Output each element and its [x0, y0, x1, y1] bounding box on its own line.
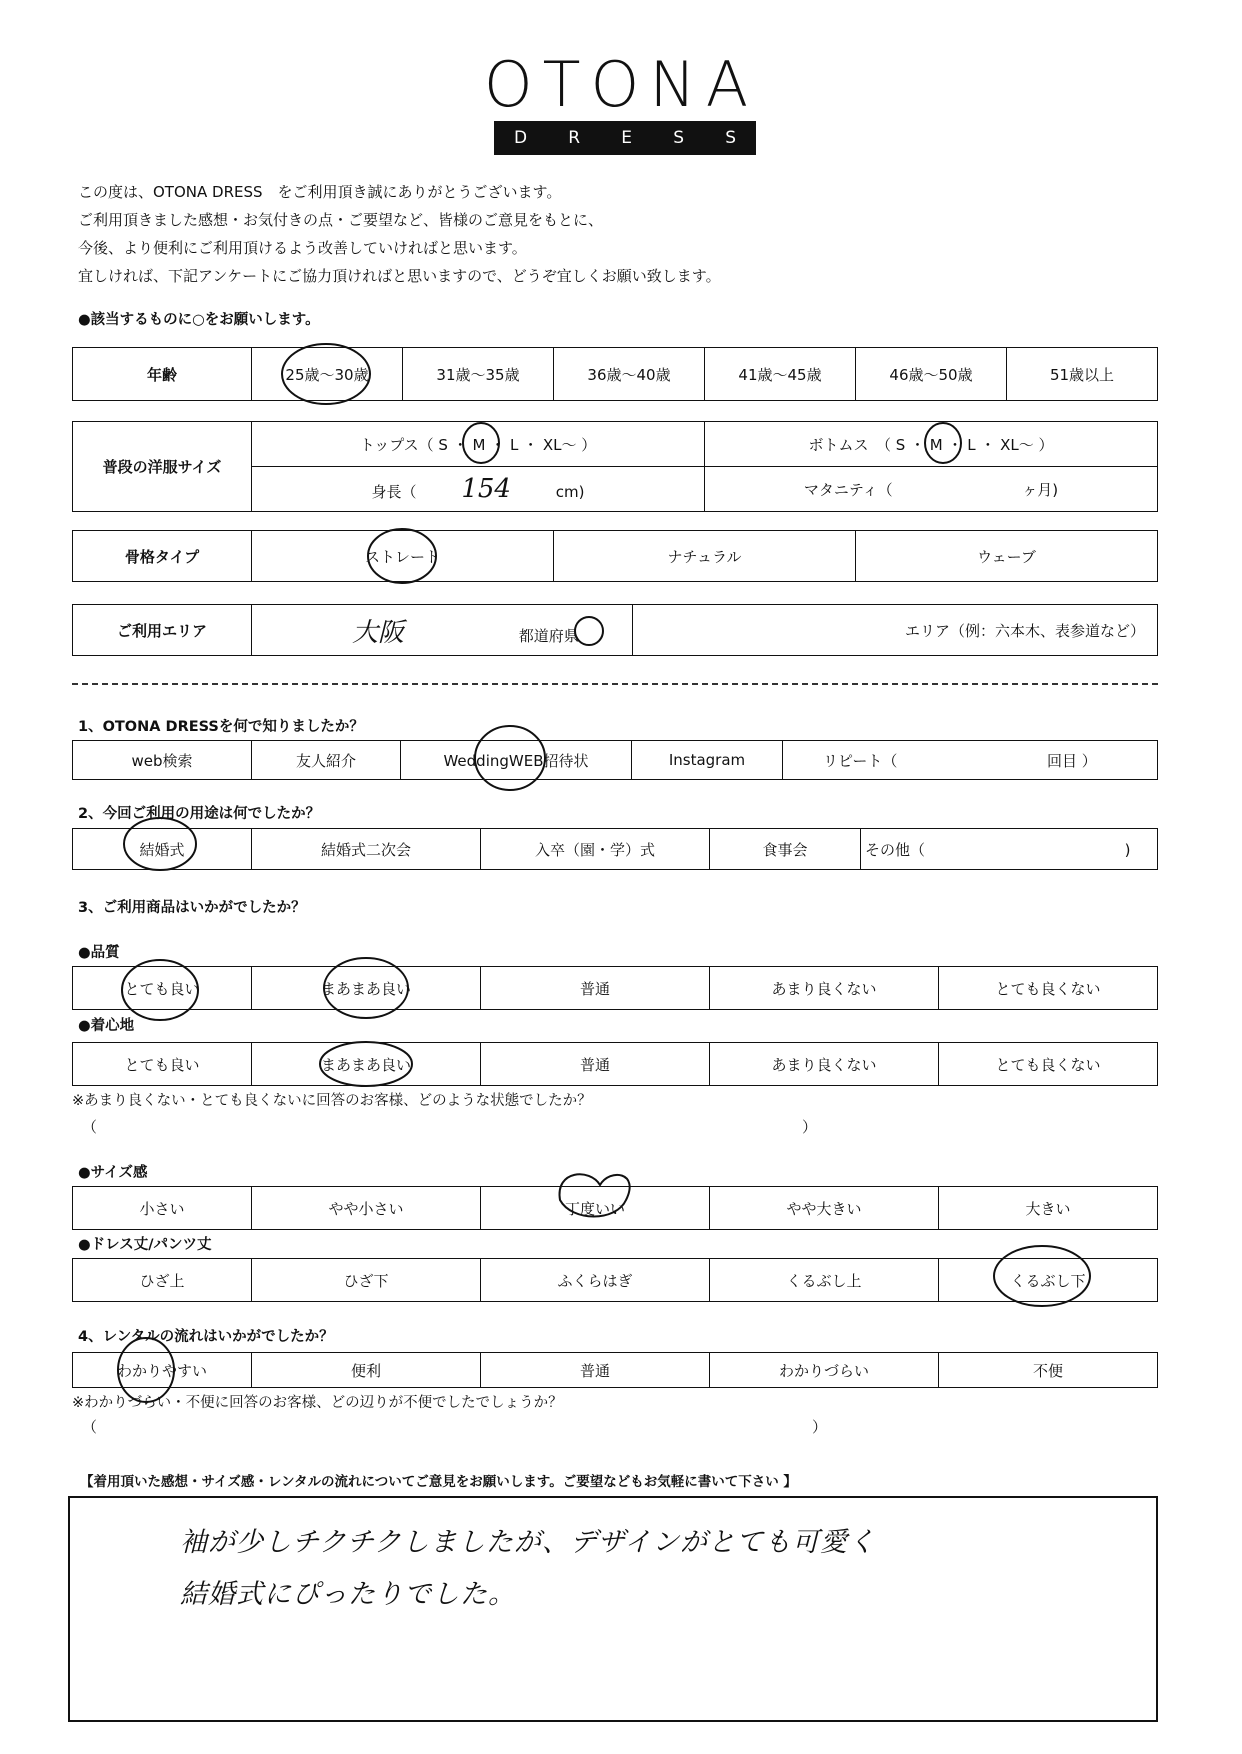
logo-letter: E [621, 128, 633, 148]
prefecture-field[interactable] [252, 605, 633, 656]
area-table [72, 604, 1158, 656]
age-option[interactable]: 51歳以上 [1007, 348, 1158, 401]
comfort-note: ※あまり良くない・とても良くないに回答のお客様、どのような状態でしたか？ [72, 1093, 592, 1109]
maternity-field[interactable] [705, 467, 1158, 512]
size-table [72, 421, 1158, 512]
q3-title: 3、ご利用商品はいかがでしたか？ [78, 900, 306, 916]
fit-option[interactable]: 大きい [939, 1187, 1158, 1230]
body-type-option[interactable]: ストレート [252, 531, 554, 582]
logo-letter: S [673, 128, 685, 148]
height-field[interactable] [252, 467, 705, 512]
q2-other-close: ) [1124, 840, 1131, 859]
q4-option[interactable]: わかりやすい [73, 1353, 252, 1388]
q4-option[interactable]: 普通 [481, 1353, 710, 1388]
quality-option[interactable]: とても良い [73, 967, 252, 1010]
q4-table [72, 1352, 1158, 1388]
height-value: 154 [461, 474, 511, 504]
fit-table [72, 1186, 1158, 1230]
quality-option[interactable]: 普通 [481, 967, 710, 1010]
comfort-option[interactable]: とても良くない [939, 1043, 1158, 1086]
comfort-paren-open: （ [82, 1118, 98, 1136]
q2-option[interactable]: 結婚式二次会 [252, 829, 481, 870]
q1-option[interactable]: 友人紹介 [252, 741, 401, 780]
body-type-label: 骨格タイプ [73, 531, 252, 582]
q4-title: 4、レンタルの流れはいかがでしたか？ [78, 1329, 334, 1345]
comfort-option[interactable]: とても良い [73, 1043, 252, 1086]
comfort-table [72, 1042, 1158, 1086]
instruction: ●該当するものに○をお願いします。 [78, 312, 320, 328]
q4-note: ※わかりづらい・不便に回答のお客様、どの辺りが不便でしたでしょうか？ [72, 1395, 563, 1411]
comment-line-1: 袖が少しチクチクしましたが、デザインがとても可愛く [180, 1527, 876, 1558]
age-option[interactable]: 41歳～45歳 [705, 348, 856, 401]
q1-title: 1、OTONA DRESSを何で知りましたか？ [78, 719, 364, 735]
q2-title: 2、今回ご利用の用途は何でしたか？ [78, 806, 321, 822]
age-option[interactable]: 31歳～35歳 [403, 348, 554, 401]
age-option[interactable]: 36歳～40歳 [554, 348, 705, 401]
q1-option[interactable]: web検索 [73, 741, 252, 780]
logo-letter: D [514, 128, 528, 148]
comment-line-2: 結婚式にぴったりでした。 [180, 1579, 516, 1610]
intro-line: この度は、OTONA DRESS をご利用頂き誠にありがとうございます。 [78, 183, 562, 201]
q1-repeat-label: リピート（ [823, 751, 898, 770]
area-hint[interactable]: エリア（例：六本木、表参道など） [633, 605, 1158, 656]
comfort-option[interactable]: あまり良くない [710, 1043, 939, 1086]
length-table [72, 1258, 1158, 1302]
length-option[interactable]: ひざ下 [252, 1259, 481, 1302]
age-option[interactable]: 46歳～50歳 [856, 348, 1007, 401]
body-type-option[interactable]: ウェーブ [856, 531, 1158, 582]
length-option[interactable]: くるぶし下 [939, 1259, 1158, 1302]
maternity-unit: ヶ月) [1022, 480, 1059, 499]
fit-option[interactable]: やや小さい [252, 1187, 481, 1230]
intro-line: ご利用頂きました感想・お気付きの点・ご要望など、皆様のご意見をもとに、 [78, 211, 604, 229]
bottoms-size-options[interactable]: ボトムス （ S ・ M ・ L ・ XL～ ） [705, 422, 1158, 467]
fit-option[interactable]: やや大きい [710, 1187, 939, 1230]
height-unit: cm) [555, 483, 585, 501]
q1-repeat-count: 回目 ） [1046, 751, 1097, 770]
q2-option[interactable]: 入卒（園・学）式 [481, 829, 710, 870]
q1-option[interactable]: Instagram [632, 741, 783, 780]
length-option[interactable]: ひざ上 [73, 1259, 252, 1302]
comfort-label: ●着心地 [78, 1018, 135, 1034]
height-label: 身長（ [371, 483, 417, 501]
tops-size-options[interactable]: トップス（ S ・ M ・ L ・ XL～ ） [252, 422, 705, 467]
quality-option[interactable]: とても良くない [939, 967, 1158, 1010]
prefecture-value: 大阪 [352, 617, 405, 648]
size-label: 普段の洋服サイズ [73, 422, 252, 512]
maternity-label: マタニティ（ [803, 480, 893, 499]
intro-line: 今後、より便利にご利用頂けるよう改善していければと思います。 [78, 239, 527, 257]
quality-label: ●品質 [78, 945, 120, 961]
q1-table [72, 740, 1158, 780]
intro-text [78, 178, 721, 290]
body-type-table [72, 530, 1158, 582]
quality-option[interactable]: あまり良くない [710, 967, 939, 1010]
quality-table [72, 966, 1158, 1010]
logo-letter: R [568, 128, 581, 148]
area-label: ご利用エリア [73, 605, 252, 656]
age-table [72, 347, 1158, 401]
q1-repeat[interactable] [783, 741, 1158, 780]
comments-box[interactable] [68, 1496, 1158, 1722]
fit-label: ●サイズ感 [78, 1165, 148, 1181]
length-label: ●ドレス丈/パンツ丈 [78, 1237, 212, 1253]
q4-paren-open: （ [82, 1418, 98, 1436]
q2-other[interactable] [861, 829, 1158, 870]
logo-title: OTONA [483, 48, 759, 121]
quality-option[interactable]: まあまあ良い [252, 967, 481, 1010]
q2-option[interactable]: 結婚式 [73, 829, 252, 870]
dashed-divider [72, 683, 1158, 685]
logo-subtitle-bar [494, 121, 756, 155]
fit-option[interactable]: 小さい [73, 1187, 252, 1230]
comfort-paren-close: ） [802, 1118, 818, 1136]
intro-line: 宜しければ、下記アンケートにご協力頂ければと思いますので、どうぞ宜しくお願い致します。 [78, 267, 721, 285]
age-option[interactable]: 25歳～30歳 [252, 348, 403, 401]
q1-option[interactable]: WeddingWEB招待状 [401, 741, 632, 780]
comfort-option[interactable]: 普通 [481, 1043, 710, 1086]
logo-letter: S [725, 128, 736, 148]
q2-table [72, 828, 1158, 870]
prefecture-suffix: 都道府県 [518, 626, 579, 645]
comments-title: 【着用頂いた感想・サイズ感・レンタルの流れについてご意見をお願いします。ご要望などもお気軽に書いて下さい 】 [80, 1474, 797, 1490]
age-label: 年齢 [73, 348, 252, 401]
length-option[interactable]: くるぶし上 [710, 1259, 939, 1302]
q2-other-label: その他（ [865, 840, 926, 859]
q2-option[interactable]: 食事会 [710, 829, 861, 870]
q4-option[interactable]: 便利 [252, 1353, 481, 1388]
fit-option[interactable]: 丁度いい [481, 1187, 710, 1230]
comfort-option[interactable]: まあまあ良い [252, 1043, 481, 1086]
q4-option[interactable]: 不便 [939, 1353, 1158, 1388]
q4-option[interactable]: わかりづらい [710, 1353, 939, 1388]
q4-paren-close: ） [812, 1418, 828, 1436]
length-option[interactable]: ふくらはぎ [481, 1259, 710, 1302]
body-type-option[interactable]: ナチュラル [554, 531, 856, 582]
